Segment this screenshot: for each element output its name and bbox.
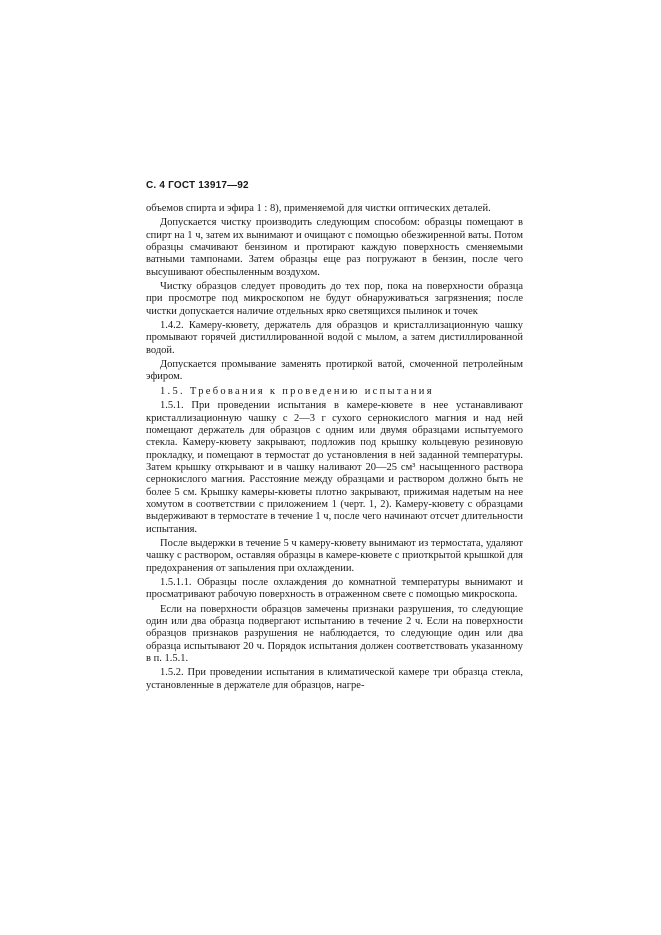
paragraph-continuation: объемов спирта и эфира 1 : 8), применяемой для чистки оптических деталей. <box>146 203 491 214</box>
paragraph-destruction-signs: Если на поверхности образцов замечены признаки разрушения, то следующие один или два образца подвергают испытанию в течение 2 ч. Если на поверхности образцов признаков разрушения не наблюдается, то следующие один или два образца испытывают 20 ч. Порядок испытания должен соответствовать указанному в п. 1.5.1. <box>146 603 523 665</box>
paragraph-1-5-1: 1.5.1. При проведении испытания в камере-кювете в нее устанавливают кристаллизационную чашку с 2—3 г сухого сернокислого магния и над ней помещают держатель для образцов с одним или двумя образцами испытуемого стекла. Камеру-кювету закрывают, подложив под крышку кольцевую резиновую прокладку, и помещают в термостат до установления в ней заданной температуры. Затем крышку открывают и в чашку наливают 20—25 см³ насыщенного раствора сернокислого магния. Расстояние между образцами и раствором должно быть не более 5 см. Крышку камеры-кюветы плотно закрывают, прижимая надетым на нее хомутом в соответствии с приложением 1 (черт. 1, 2). Камеру-кювету с образцами выдерживают в термостате в течение 1 ч, после чего начинают отсчет длительности испытания. <box>146 400 523 535</box>
paragraph-cleaning-criteria: Чистку образцов следует проводить до тех пор, пока на поверхности образца при просмотре под микроскопом не будут обнаруживаться загрязнения; после чистки допускается наличие отдельных ярко светящихся пылинок и точек <box>146 281 523 317</box>
paragraph-after-exposure: После выдержки в течение 5 ч камеру-кювету вынимают из термостата, удаляют чашку с раствором, оставляя образцы в камере-кювете с приоткрытой крышкой для предохранения от запыления при охлаждении. <box>146 537 523 574</box>
paragraph-cleaning-method: Допускается чистку производить следующим способом: образцы помещают в спирт на 1 ч, затем их вынимают и очищают с помощью обезжиренной ваты. Потом образцы смачивают бензином и протирают каждую поверхность сменяемыми ватными тампонами. Затем образцы еще раз погружают в бензин, после чего высушивают обеспыленным воздухом. <box>146 217 523 278</box>
page-header: С. 4 ГОСТ 13917—92 <box>146 180 249 191</box>
document-body <box>146 203 523 694</box>
paragraph-1-5-2: 1.5.2. При проведении испытания в климатической камере три образца стекла, установленные в держателе для образцов, нагре- <box>146 667 523 691</box>
paragraph-1-4-2: 1.4.2. Камеру-кювету, держатель для образцов и кристаллизационную чашку промывают горячей дистиллированной водой с мылом, а затем дистиллированной водой. <box>146 320 523 356</box>
paragraph-1-5-1-1: 1.5.1.1. Образцы после охлаждения до комнатной температуры вынимают и просматривают рабочую поверхность в отраженном свете с помощью микроскопа. <box>146 576 523 601</box>
section-heading-1-5: 1.5. Требования к проведению испытания <box>160 385 434 397</box>
paragraph-rinse-alternative: Допускается промывание заменять протиркой ватой, смоченной петролейным эфиром. <box>146 359 523 383</box>
